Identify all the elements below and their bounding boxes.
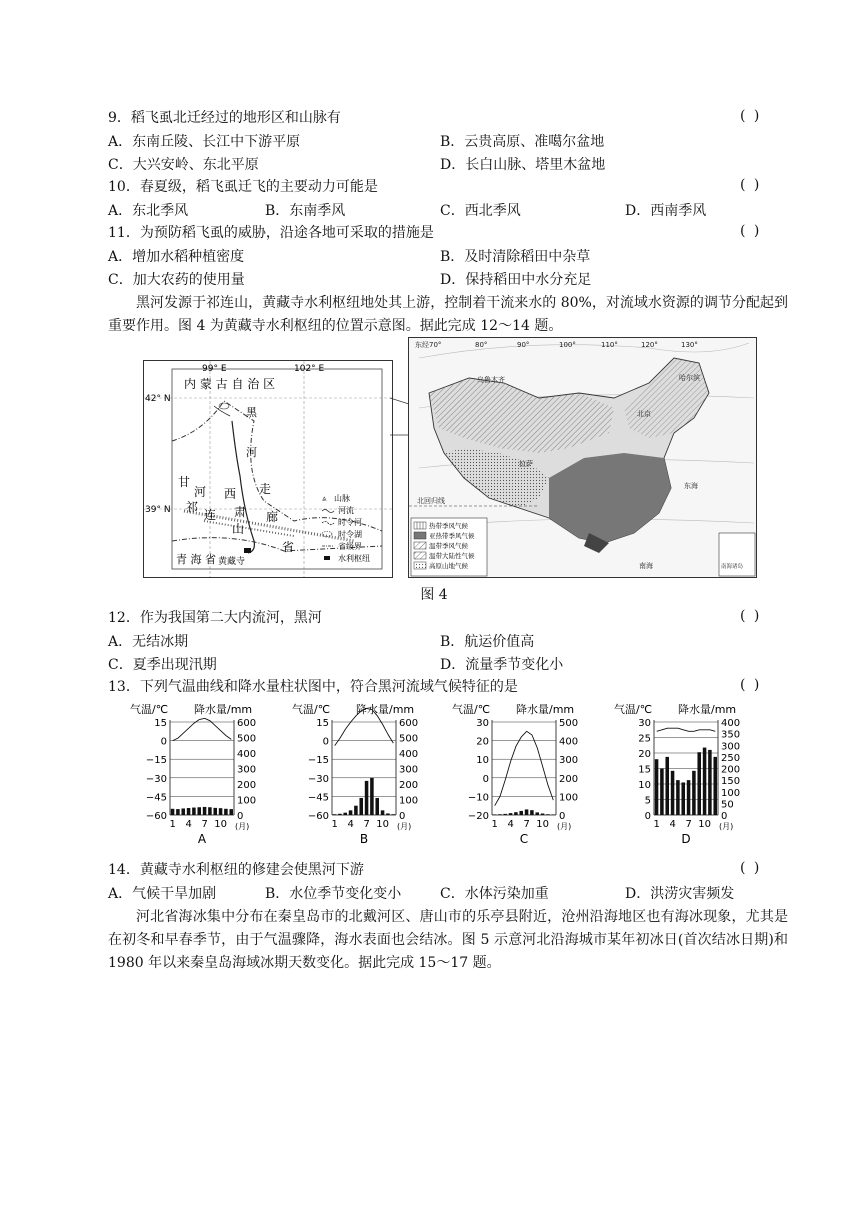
climate-chart-c [452,702,578,846]
precip-tick: 300 [237,764,257,776]
q14-option-d[interactable]: D．洪涝灾害频发 [625,886,735,902]
temp-tick: 10 [638,780,651,791]
temp-tick: 5 [644,795,651,807]
label-hei: 黑 [246,406,257,419]
precip-bar [203,807,207,815]
precip-bar [197,807,201,815]
precip-tick: 0 [237,811,244,822]
precip-bar [187,808,191,815]
label-sheng: 省 [282,540,295,554]
q9-answer-bracket[interactable]: ( ) [740,108,762,124]
temp-tick: −15 [145,755,167,767]
lon-label-120: 120° [641,341,658,349]
temp-tick: −60 [307,811,329,822]
precip-bar [703,748,707,815]
precip-tick: 200 [559,773,579,785]
temp-tick: 10 [476,755,489,767]
month-tick: 10 [536,819,550,830]
temp-tick: −60 [145,811,167,822]
temp-tick: 20 [638,749,651,760]
precip-bar [391,814,395,815]
temp-axis-label: 气温/℃ [452,703,491,716]
legend-temperate-continental: 温带大陆性气候 [429,552,475,560]
temp-tick: 15 [638,764,651,776]
q12-option-d[interactable]: D．流量季节变化小 [440,657,564,673]
temp-tick: 0 [482,773,489,785]
precip-bar [343,813,347,815]
month-tick: 1 [169,819,176,830]
precip-tick: 350 [721,729,741,741]
precip-bar [229,809,233,815]
precip-axis-label: 降水量/mm [356,703,415,716]
month-tick: 7 [363,819,370,830]
place-urumqi: 乌鲁木齐 [477,376,505,384]
precip-tick: 400 [399,749,419,760]
legend-tropical-monsoon: 热带季风气候 [429,522,468,530]
temp-curve [495,731,554,805]
temp-tick: 25 [638,733,651,745]
month-unit: (月) [719,822,734,831]
precip-bar [676,780,680,815]
q11-option-a[interactable]: A．增加水稻种植密度 [108,249,245,265]
place-east-china-sea: 东海 [684,482,698,490]
climate-chart-d [614,702,740,846]
map-heihe-location [143,360,393,578]
climate-charts [130,700,770,850]
legend-seasonal-river: 时令河 [338,518,362,527]
precip-tick: 0 [399,811,406,822]
precip-bar [192,808,196,815]
precip-tick: 150 [721,776,741,788]
label-inner-mongolia: 内 蒙 古 自 治 区 [184,377,276,391]
q13-stem: 13．下列气温曲线和降水量柱状图中，符合黑河流域气候特征的是 [108,679,518,695]
label-xi: 西 [224,487,237,501]
precip-bar [224,809,228,815]
q10-option-b[interactable]: B．东南季风 [265,203,346,219]
climate-chart-a [130,702,256,846]
precip-bar [546,814,550,815]
precip-bar [338,814,342,815]
q14-option-a[interactable]: A．气候干旱加剧 [108,886,217,902]
precip-axis-label: 降水量/mm [678,703,737,716]
month-unit: (月) [235,822,250,831]
temp-tick: −30 [307,773,329,785]
lat-39: 39° N [145,505,171,515]
precip-tick: 200 [399,780,419,791]
left-map-legend [322,493,370,563]
passage-heihe: 黑河发源于祁连山，黄藏寺水利枢纽地处其上游，控制着干流来水的 80%，对流域水资源的调节分配起到重要作用。图 4 为黄藏寺水利枢纽的位置示意图。据此完成 12～14 题。 [108,295,788,334]
q9-option-c[interactable]: C．大兴安岭、东北平原 [108,157,259,173]
month-unit: (月) [397,822,412,831]
q9-option-a[interactable]: A．东南丘陵、长江中下游平原 [108,134,301,150]
passage-hebei-sea-ice: 河北省海冰集中分布在秦皇岛市的北戴河区、唐山市的乐亭县附近，沧州沿海地区也有海冰现象，尤其是在初冬和早春季节，由于气温骤降，海水表面也会结冰。图 5 示意河北沿海城市某年初冰日(首次结冰日期)和 1980 年以来秦皇岛海域冰期天数变化。据此完成 15～17 题。 [108,909,788,971]
temp-curve [657,728,716,731]
q11-option-c[interactable]: C．加大农药的使用量 [108,272,245,288]
label-huangzangsi: 黄藏寺 [218,557,246,567]
q10-option-a[interactable]: A．东北季风 [108,203,189,219]
month-tick: 4 [507,819,514,830]
chart-option-label: A [197,832,207,846]
temp-tick: 0 [322,736,329,748]
precip-tick: 600 [399,718,419,729]
lon-label-100: 100° [559,341,576,349]
legend-river: 河流 [338,506,354,515]
precip-bar [708,750,712,815]
climate-legend [411,518,487,576]
temp-tick: 30 [476,718,489,729]
precip-tick: 400 [237,749,257,760]
precip-bar [213,808,217,815]
precip-bar [370,778,374,815]
temp-tick: 30 [638,718,651,729]
map-china-svg [409,338,756,577]
temp-axis-label: 气温/℃ [614,703,653,716]
lon-label-90: 90° [517,341,530,349]
label-gansu-he: 河 [194,485,207,499]
precip-bar [381,810,385,815]
q10-option-d[interactable]: D．西南季风 [625,203,707,219]
q12-option-b[interactable]: B．航运价值高 [440,634,535,650]
precip-bar [509,813,513,815]
temp-tick: −30 [145,773,167,785]
month-tick: 10 [698,819,712,830]
precip-tick: 0 [559,811,566,822]
q12-option-c[interactable]: C．夏季出现汛期 [108,657,217,673]
precip-bar [208,807,212,815]
precip-bar [349,810,353,815]
month-unit: (月) [557,822,572,831]
precip-bar [681,782,685,815]
q11-option-b[interactable]: B．及时清除稻田中杂草 [440,249,591,265]
temp-tick: −15 [307,755,329,767]
map-heihe-svg [144,361,392,577]
chart-option-label: D [681,832,691,846]
precip-tick: 400 [559,736,579,748]
precip-tick: 600 [237,718,257,729]
precip-bar [498,814,502,815]
temp-tick: 20 [476,736,489,748]
month-tick: 4 [347,819,354,830]
label-shan: 山 [232,522,245,536]
precip-bar [219,808,223,815]
month-tick: 7 [523,819,530,830]
temp-tick: 0 [644,811,651,822]
lon-label-70: 东经70° [415,341,442,349]
label-qinghai: 青 海 省 [176,553,216,566]
precip-bar [493,814,497,815]
lon-99: 99° E [202,364,227,374]
precip-tick: 250 [721,752,741,764]
chart-option-label: B [359,832,369,846]
q9-stem: 9．稻飞虱北迁经过的地形区和山脉有 [108,110,341,126]
precip-bar [354,806,358,815]
precip-axis-label: 降水量/mm [194,703,253,716]
month-tick: 1 [491,819,498,830]
precip-tick: 300 [559,755,579,767]
lon-label-130: 130° [681,341,698,349]
label-zou: 走 [259,482,272,496]
precip-tick: 300 [721,741,741,753]
legend-mountain: 山脉 [334,494,350,503]
precip-bar [551,814,555,815]
precip-tick: 100 [721,787,741,799]
temp-axis-label: 气温/℃ [292,703,331,716]
precip-bar [697,752,701,815]
temp-tick: −45 [307,792,329,804]
place-lhasa: 拉萨 [519,460,533,468]
temp-tick: 15 [316,718,329,729]
precip-tick: 500 [559,718,579,729]
legend-reservoir: 水利枢纽 [338,554,370,563]
month-tick: 4 [185,819,192,830]
map-china-climate [408,337,757,578]
temp-tick: −10 [467,792,489,804]
tropic-of-cancer: 北回归线 [417,497,445,505]
inset-label: 南海诸岛 [721,564,744,570]
month-tick: 7 [201,819,208,830]
month-tick: 10 [376,819,390,830]
label-he: 河 [246,446,257,459]
chart-option-label: C [519,832,529,846]
temp-tick: 15 [154,718,167,729]
label-lang: 廊 [266,510,279,524]
precip-bar [665,757,669,815]
legend-province-border: 省级界 [338,542,362,551]
q14-stem: 14．黄藏寺水利枢纽的修建会使黑河下游 [108,862,364,878]
q10-stem: 10．春夏级，稻飞虱迁飞的主要动力可能是 [108,179,378,195]
precip-bar [503,814,507,815]
label-lian: 连 [204,508,217,522]
temp-curve [173,718,232,740]
temp-tick: −45 [145,792,167,804]
precip-tick: 100 [399,795,419,807]
label-qi: 祁 [186,500,199,514]
temp-tick: 0 [160,736,167,748]
lon-102: 102° E [294,364,325,374]
precip-axis-label: 降水量/mm [516,703,575,716]
precip-tick: 400 [721,718,741,729]
precip-bar [171,809,175,815]
q9-option-d[interactable]: D．长白山脉、塔里木盆地 [440,157,606,173]
q9-option-b[interactable]: B．云贵高原、准噶尔盆地 [440,134,605,150]
temp-axis-label: 气温/℃ [130,703,169,716]
precip-bar [375,798,379,815]
precip-bar [176,809,180,815]
precip-bar [687,780,691,815]
precip-bar [713,757,717,815]
q10-answer-bracket[interactable]: ( ) [740,177,762,193]
precip-bar [333,814,337,815]
q12-stem: 12．作为我国第二大内流河，黑河 [108,610,322,626]
q12-answer-bracket[interactable]: ( ) [740,608,762,624]
precip-bar [692,771,696,815]
q14-option-c[interactable]: C．水体污染加重 [440,886,549,902]
precip-bar [359,798,363,815]
place-beijing: 北京 [637,410,651,418]
precip-bar [671,771,675,815]
q13-answer-bracket[interactable]: ( ) [740,677,762,693]
month-tick: 1 [653,819,660,830]
precip-tick: 50 [721,799,734,811]
precip-bar [365,781,369,815]
q11-option-d[interactable]: D．保持稻田中水分充足 [440,272,592,288]
legend-subtropical-monsoon: 亚热带季风气候 [429,532,475,540]
precip-bar [519,811,523,815]
precip-bar [530,810,534,815]
precip-bar [541,814,545,815]
precip-bar [660,769,664,816]
lat-42: 42° N [145,394,171,404]
precip-bar [386,813,390,815]
precip-tick: 200 [721,764,741,776]
precip-tick: 300 [399,764,419,776]
q11-stem: 11．为预防稻飞虱的威胁，沿途各地可采取的措施是 [108,225,434,241]
month-tick: 10 [214,819,228,830]
legend-plateau-mountain: 高原山地气候 [429,562,468,570]
lon-label-80: 80° [475,341,488,349]
q12-option-a[interactable]: A．无结冰期 [108,634,189,650]
figure-4-caption: 图 4 [420,587,448,603]
svg-text:⩓: ⩓ [322,494,327,503]
precip-tick: 100 [237,795,257,807]
temp-tick: −20 [467,811,489,822]
month-tick: 4 [669,819,676,830]
month-tick: 1 [331,819,338,830]
climate-chart-b [292,702,418,846]
precip-bar [655,759,659,815]
q14-option-b[interactable]: B．水位季节变化变小 [265,886,402,902]
precip-bar [514,812,518,815]
place-harbin: 哈尔滨 [679,374,700,382]
precip-tick: 500 [237,733,257,745]
legend-temperate-monsoon: 温带季风气候 [429,542,468,550]
reservoir-marker [244,548,251,553]
precip-bar [535,812,539,815]
q11-answer-bracket[interactable]: ( ) [740,223,762,239]
label-su: 肃 [234,505,247,519]
label-gan: 甘 [178,475,191,489]
legend-seasonal-lake: 时令湖 [338,530,362,539]
precip-bar [181,808,185,815]
lon-label-110: 110° [601,341,618,349]
precip-tick: 0 [721,811,728,822]
precip-tick: 200 [237,780,257,791]
month-tick: 7 [685,819,692,830]
precip-tick: 100 [559,792,579,804]
precip-tick: 500 [399,733,419,745]
q10-option-c[interactable]: C．西北季风 [440,203,521,219]
q14-answer-bracket[interactable]: ( ) [740,860,762,876]
place-south-china-sea: 南海 [639,562,653,570]
precip-bar [525,809,529,815]
